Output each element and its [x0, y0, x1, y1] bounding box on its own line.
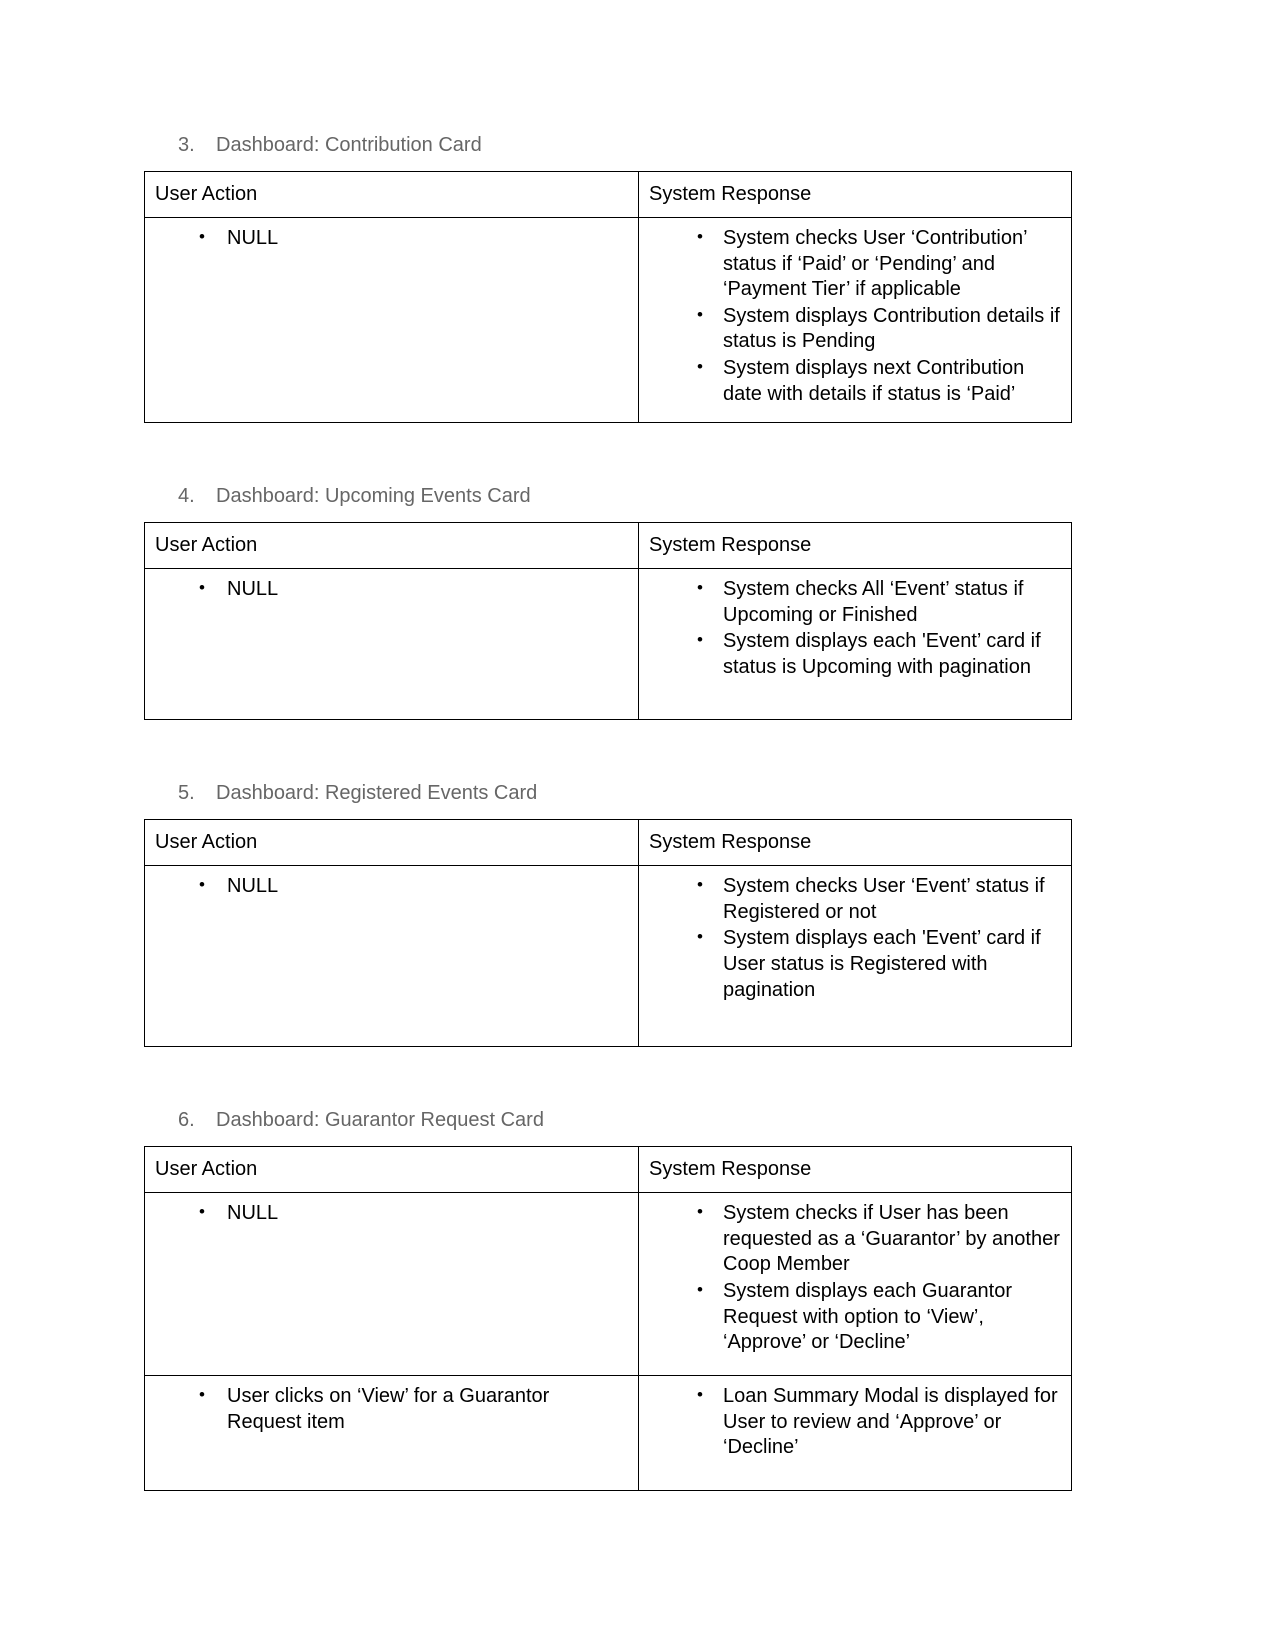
column-header-user-action: User Action: [145, 172, 639, 218]
spec-table-registered-events-card: [144, 819, 1072, 1047]
list-item: • Loan Summary Modal is displayed for User to review and ‘Approve’ or ‘Decline’: [649, 1384, 1061, 1461]
section-spacer: [144, 1047, 1071, 1107]
list-item: • System checks User ‘Contribution’ status if ‘Paid’ or ‘Pending’ and ‘Payment Tier’ if applicable: [649, 226, 1061, 303]
section-heading-5: [144, 780, 1071, 807]
section-spacer: [144, 720, 1071, 780]
column-header-system-response: System Response: [639, 820, 1072, 866]
user-action-list: [155, 577, 628, 603]
table-row: [145, 866, 1072, 1047]
system-response-list: [649, 1201, 1061, 1356]
list-item: • NULL: [155, 874, 628, 900]
system-response-list: [649, 874, 1061, 1003]
list-item: • System checks User ‘Event’ status if Registered or not: [649, 874, 1061, 925]
user-action-list: [155, 1384, 628, 1435]
list-item: • System displays Contribution details if status is Pending: [649, 304, 1061, 355]
user-action-list: [155, 1201, 628, 1227]
spec-table-contribution-card: [144, 171, 1072, 423]
list-item: • NULL: [155, 1201, 628, 1227]
cell-user-action: [145, 866, 639, 1047]
list-item: • User clicks on ‘View’ for a Guarantor Request item: [155, 1384, 628, 1435]
list-item: • System checks All ‘Event’ status if Upcoming or Finished: [649, 577, 1061, 628]
section-heading-4: [144, 483, 1071, 510]
column-header-user-action: User Action: [145, 1147, 639, 1193]
table-header-row: [145, 820, 1072, 866]
list-item: • System displays each 'Event’ card if status is Upcoming with pagination: [649, 629, 1061, 680]
section-title: Dashboard: Contribution Card: [216, 134, 482, 156]
list-item: • NULL: [155, 226, 628, 252]
section-title: Dashboard: Upcoming Events Card: [216, 485, 531, 508]
cell-user-action: [145, 218, 639, 423]
table-row: [145, 1193, 1072, 1376]
section-heading-3: [144, 132, 1071, 159]
cell-user-action: [145, 1193, 639, 1376]
document-content: [144, 132, 1071, 1491]
column-header-system-response: System Response: [639, 172, 1072, 218]
section-heading-6: [144, 1107, 1071, 1134]
system-response-list: [649, 1384, 1061, 1461]
table-row: [145, 1376, 1072, 1491]
column-header-user-action: User Action: [145, 523, 639, 569]
list-item: • System displays each Guarantor Request with option to ‘View’, ‘Approve’ or ‘Decline’: [649, 1279, 1061, 1356]
cell-system-response: [639, 1193, 1072, 1376]
cell-system-response: [639, 866, 1072, 1047]
section-number: 5.: [178, 782, 195, 805]
section-number: 6.: [178, 1109, 195, 1132]
section-number: 3.: [178, 134, 195, 156]
table-header-row: [145, 523, 1072, 569]
section-title: Dashboard: Registered Events Card: [216, 782, 538, 805]
cell-user-action: [145, 1376, 639, 1491]
table-header-row: [145, 172, 1072, 218]
section-title: Dashboard: Guarantor Request Card: [216, 1109, 544, 1132]
list-item: • System checks if User has been requested as a ‘Guarantor’ by another Coop Member: [649, 1201, 1061, 1278]
table-row: [145, 218, 1072, 423]
user-action-list: [155, 874, 628, 900]
cell-system-response: [639, 218, 1072, 423]
section-number: 4.: [178, 485, 195, 508]
cell-system-response: [639, 1376, 1072, 1491]
system-response-list: [649, 226, 1061, 407]
table-row: [145, 569, 1072, 720]
list-item: • System displays next Contribution date with details if status is ‘Paid’: [649, 356, 1061, 407]
system-response-list: [649, 577, 1061, 680]
list-item: • NULL: [155, 577, 628, 603]
section-spacer: [144, 423, 1071, 483]
spec-table-upcoming-events-card: [144, 522, 1072, 720]
cell-user-action: [145, 569, 639, 720]
list-item: • System displays each 'Event’ card if User status is Registered with pagination: [649, 926, 1061, 1003]
user-action-list: [155, 226, 628, 252]
column-header-system-response: System Response: [639, 1147, 1072, 1193]
column-header-user-action: User Action: [145, 820, 639, 866]
spec-table-guarantor-request-card: [144, 1146, 1072, 1491]
table-header-row: [145, 1147, 1072, 1193]
cell-system-response: [639, 569, 1072, 720]
column-header-system-response: System Response: [639, 523, 1072, 569]
